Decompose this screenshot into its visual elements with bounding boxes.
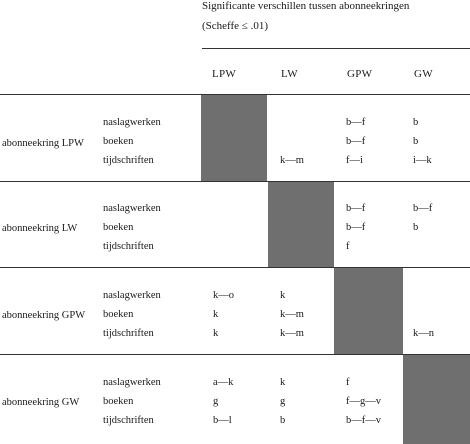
caption-line-2: (Scheffe ≤ .01) bbox=[202, 20, 269, 32]
table-cell: k—m bbox=[280, 155, 304, 166]
table-cell: g bbox=[280, 396, 286, 407]
table-cell: k—m bbox=[280, 328, 304, 339]
table-cell: k bbox=[280, 290, 286, 301]
row-label: tijdschriften bbox=[103, 328, 154, 339]
table-cell: k—n bbox=[413, 328, 434, 339]
table-cell: k bbox=[213, 328, 219, 339]
table-cell: b—f bbox=[413, 203, 433, 214]
row-label: boeken bbox=[103, 136, 134, 147]
table-cell: f—i bbox=[346, 155, 363, 166]
row-label: naslagwerken bbox=[103, 203, 161, 214]
row-label: tijdschriften bbox=[103, 415, 154, 426]
table-cell: b—f bbox=[346, 136, 366, 147]
table-cell: f bbox=[346, 377, 350, 388]
row-label: naslagwerken bbox=[103, 377, 161, 388]
table-cell: g bbox=[213, 396, 219, 407]
group-label: abonneekring LW bbox=[2, 223, 78, 234]
row-label: boeken bbox=[103, 309, 134, 320]
table-cell: b—f bbox=[346, 222, 366, 233]
row-label: naslagwerken bbox=[103, 290, 161, 301]
rule-group-1 bbox=[0, 181, 470, 182]
rule-top bbox=[202, 48, 470, 49]
shaded-cell-lpw bbox=[201, 95, 267, 181]
column-header-gw: GW bbox=[414, 68, 433, 80]
rule-group-3 bbox=[0, 354, 470, 355]
table-cell: b bbox=[413, 117, 419, 128]
table-cell: f bbox=[346, 241, 350, 252]
column-header-lw: LW bbox=[281, 68, 298, 80]
table-cell: b—f bbox=[346, 117, 366, 128]
caption-line-1: Significante verschillen tussen abonneekringen bbox=[202, 0, 410, 12]
group-label: abonneekring GW bbox=[2, 397, 80, 408]
table-cell: b—l bbox=[213, 415, 232, 426]
table-cell: b bbox=[413, 136, 419, 147]
group-label: abonneekring GPW bbox=[2, 310, 86, 321]
row-label: tijdschriften bbox=[103, 155, 154, 166]
table-cell: b bbox=[280, 415, 286, 426]
table-cell: k—m bbox=[280, 309, 304, 320]
table-cell: k—o bbox=[213, 290, 234, 301]
table-cell: f—g—v bbox=[346, 396, 381, 407]
row-label: boeken bbox=[103, 222, 134, 233]
row-label: naslagwerken bbox=[103, 117, 161, 128]
table-cell: i—k bbox=[413, 155, 432, 166]
shaded-cell-lw bbox=[268, 182, 334, 267]
column-header-gpw: GPW bbox=[347, 68, 373, 80]
group-label: abonneekring LPW bbox=[2, 138, 84, 149]
table-cell: b—f—v bbox=[346, 415, 381, 426]
column-header-lpw: LPW bbox=[212, 68, 237, 80]
shaded-cell-gw bbox=[403, 355, 470, 444]
table-cell: a—k bbox=[213, 377, 234, 388]
row-label: tijdschriften bbox=[103, 241, 154, 252]
row-label: boeken bbox=[103, 396, 134, 407]
table-cell: k bbox=[213, 309, 219, 320]
shaded-cell-gpw bbox=[334, 268, 403, 354]
table-cell: b bbox=[413, 222, 419, 233]
table-cell: k bbox=[280, 377, 286, 388]
table-cell: b—f bbox=[346, 203, 366, 214]
